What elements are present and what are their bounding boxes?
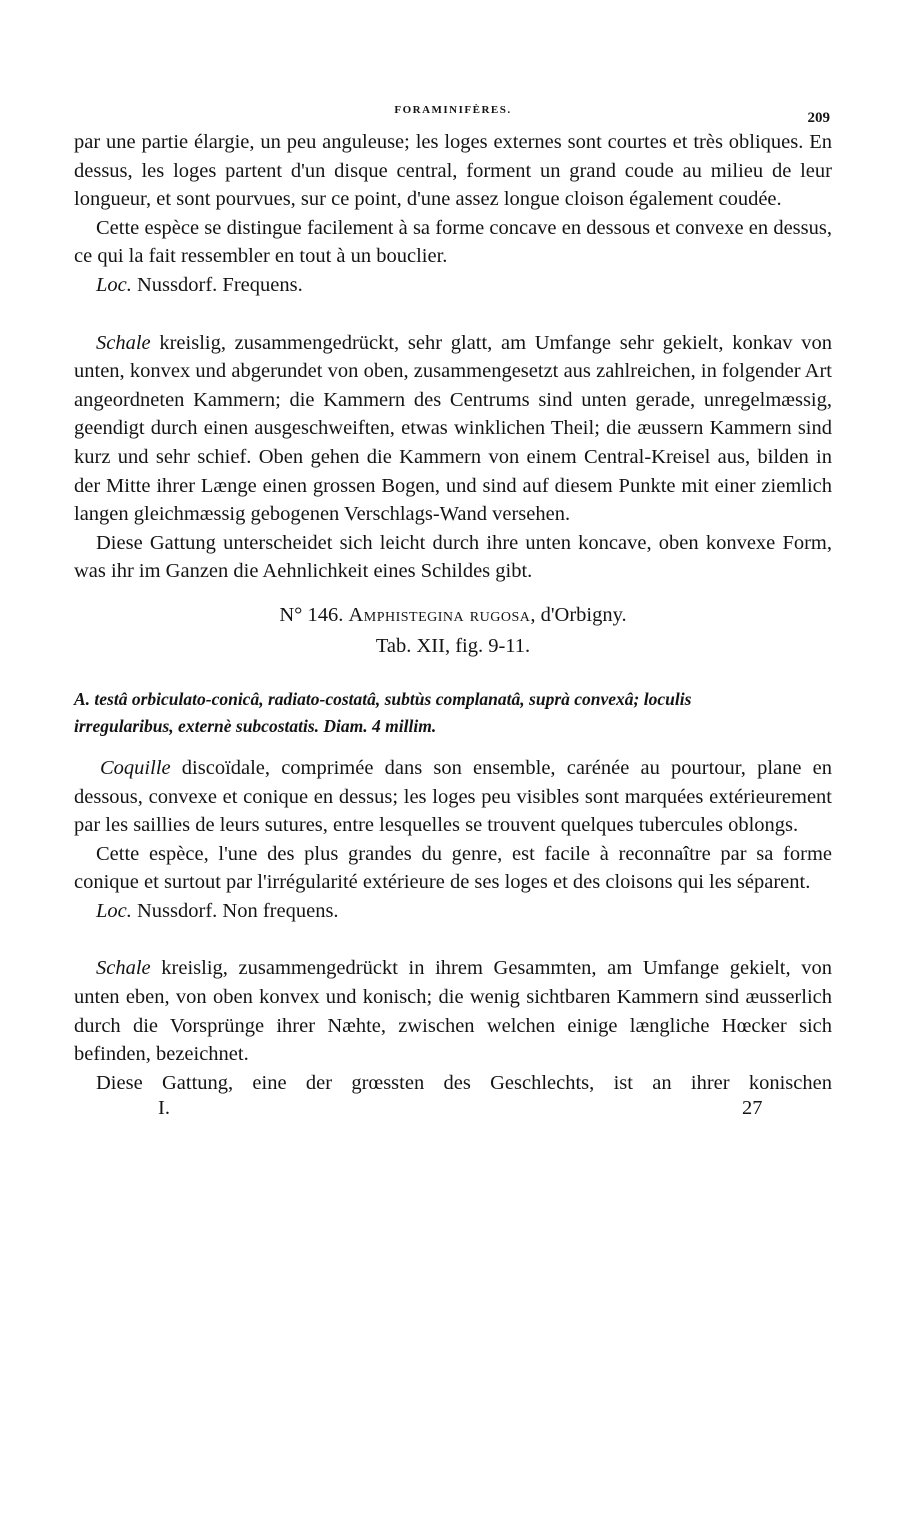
latin-diagnosis-line2: irregularibus, externè subcostatis. Diam. 4 millim.	[74, 715, 437, 736]
spacer	[74, 740, 832, 754]
paragraph-text: discoïdale, comprimée dans son ensemble, carénée au pourtour, plane en dessous, convexe et conique en dessus; les loges peu visibles sont marquées extérieurement par les saillies de leurs sutures, entre lesquelles se trouvent quelques tubercules oblongs.	[74, 756, 833, 837]
locality-label: Loc.	[96, 273, 132, 296]
page-number: 209	[807, 110, 830, 126]
spacer	[74, 925, 832, 954]
paragraph-german-description	[74, 329, 832, 529]
running-title: FORAMINIFÈRES.	[394, 104, 512, 116]
locality-line	[74, 897, 832, 926]
species-author: , d'Orbigny.	[530, 603, 627, 626]
signature-mark: I.	[158, 1097, 170, 1120]
plate-reference: Tab. XII, fig. 9-11.	[375, 634, 531, 657]
lead-word: Coquille	[100, 756, 171, 779]
locality-label: Loc.	[96, 899, 132, 922]
paragraph-text: kreislig, zusammengedrückt in ihrem Gesammten, am Umfange gekielt, von unten eben, von oben konvex und konisch; die wenig sichtbaren Kammern sind æusserlich durch die Vorsprünge ihrer Næhte, zwischen welchen einige længliche Hœcker sich befinden, bezeichnet.	[74, 957, 832, 1066]
signature-number: 27	[742, 1097, 763, 1120]
paragraph-distinction: Cette espèce se distingue facilement à sa forme concave en dessous et convexe en dessus, ce qui la fait ressembler en tout à un bouclier.	[74, 216, 832, 268]
paragraph-german-distinction-2: Diese Gattung, eine der grœssten des Geschlechts, ist an ihrer konischen	[96, 1071, 832, 1094]
lead-word: Schale	[96, 331, 151, 354]
lead-word: Schale	[96, 957, 151, 980]
paragraph-french-description	[74, 754, 832, 840]
spacer	[74, 300, 832, 329]
paragraph-german-description-2	[74, 954, 832, 1068]
paragraph-continued-description: par une partie élargie, un peu anguleuse; les loges externes sont courtes et très obliques. En dessus, les loges partent d'un disque central, forment un grand coude au milieu de leur longueur, et sont pourvues, sur ce point, d'une assez longue cloison également coudée.	[74, 131, 832, 211]
locality-text: Nussdorf. Non frequens.	[137, 899, 339, 922]
signature-row	[74, 1097, 832, 1125]
locality-text: Nussdorf. Frequens.	[137, 273, 303, 296]
running-head	[74, 98, 832, 128]
species-number: N° 146.	[279, 603, 344, 626]
latin-diagnosis-line1: A. testâ orbiculato-conicâ, radiato-costatâ, subtùs complanatâ, suprà convexâ; loculis	[74, 688, 692, 709]
paragraph-text: kreislig, zusammengedrückt, sehr glatt, am Umfange sehr gekielt, konkav von unten, konvex und abgerundet von oben, zusammengesetzt aus zahlreichen, in folgender Art angeordneten Kammern; die Kammern des Centrums sind unten gerade, unregelmæssig, geendigt durch einen ausgeschweiften, etwas winklichen Theil; die æussern Kammern sind kurz und sehr schief. Oben gehen die Kammern von einem Central-Kreisel aus, bilden in der Mitte ihrer Længe einen grossen Bogen, und sind auf diesem Punkte mit einer ziemlich langen gleichmæssig gebogenen Verschlags-Wand versehen.	[74, 331, 832, 526]
page	[74, 98, 832, 1125]
paragraph-german-distinction: Diese Gattung unterscheidet sich leicht durch ihre unten koncave, oben konvexe Form, was ihr im Ganzen die Aehnlichkeit eines Schildes gibt.	[74, 531, 832, 583]
locality-line	[74, 271, 832, 300]
species-name: Amphistegina rugosa	[348, 603, 531, 626]
paragraph-french-distinction: Cette espèce, l'une des plus grandes du genre, est facile à reconnaître par sa forme conique et surtout par l'irrégularité extérieure de ses loges et des cloisons qui les séparent.	[74, 842, 832, 894]
species-heading	[74, 600, 832, 631]
